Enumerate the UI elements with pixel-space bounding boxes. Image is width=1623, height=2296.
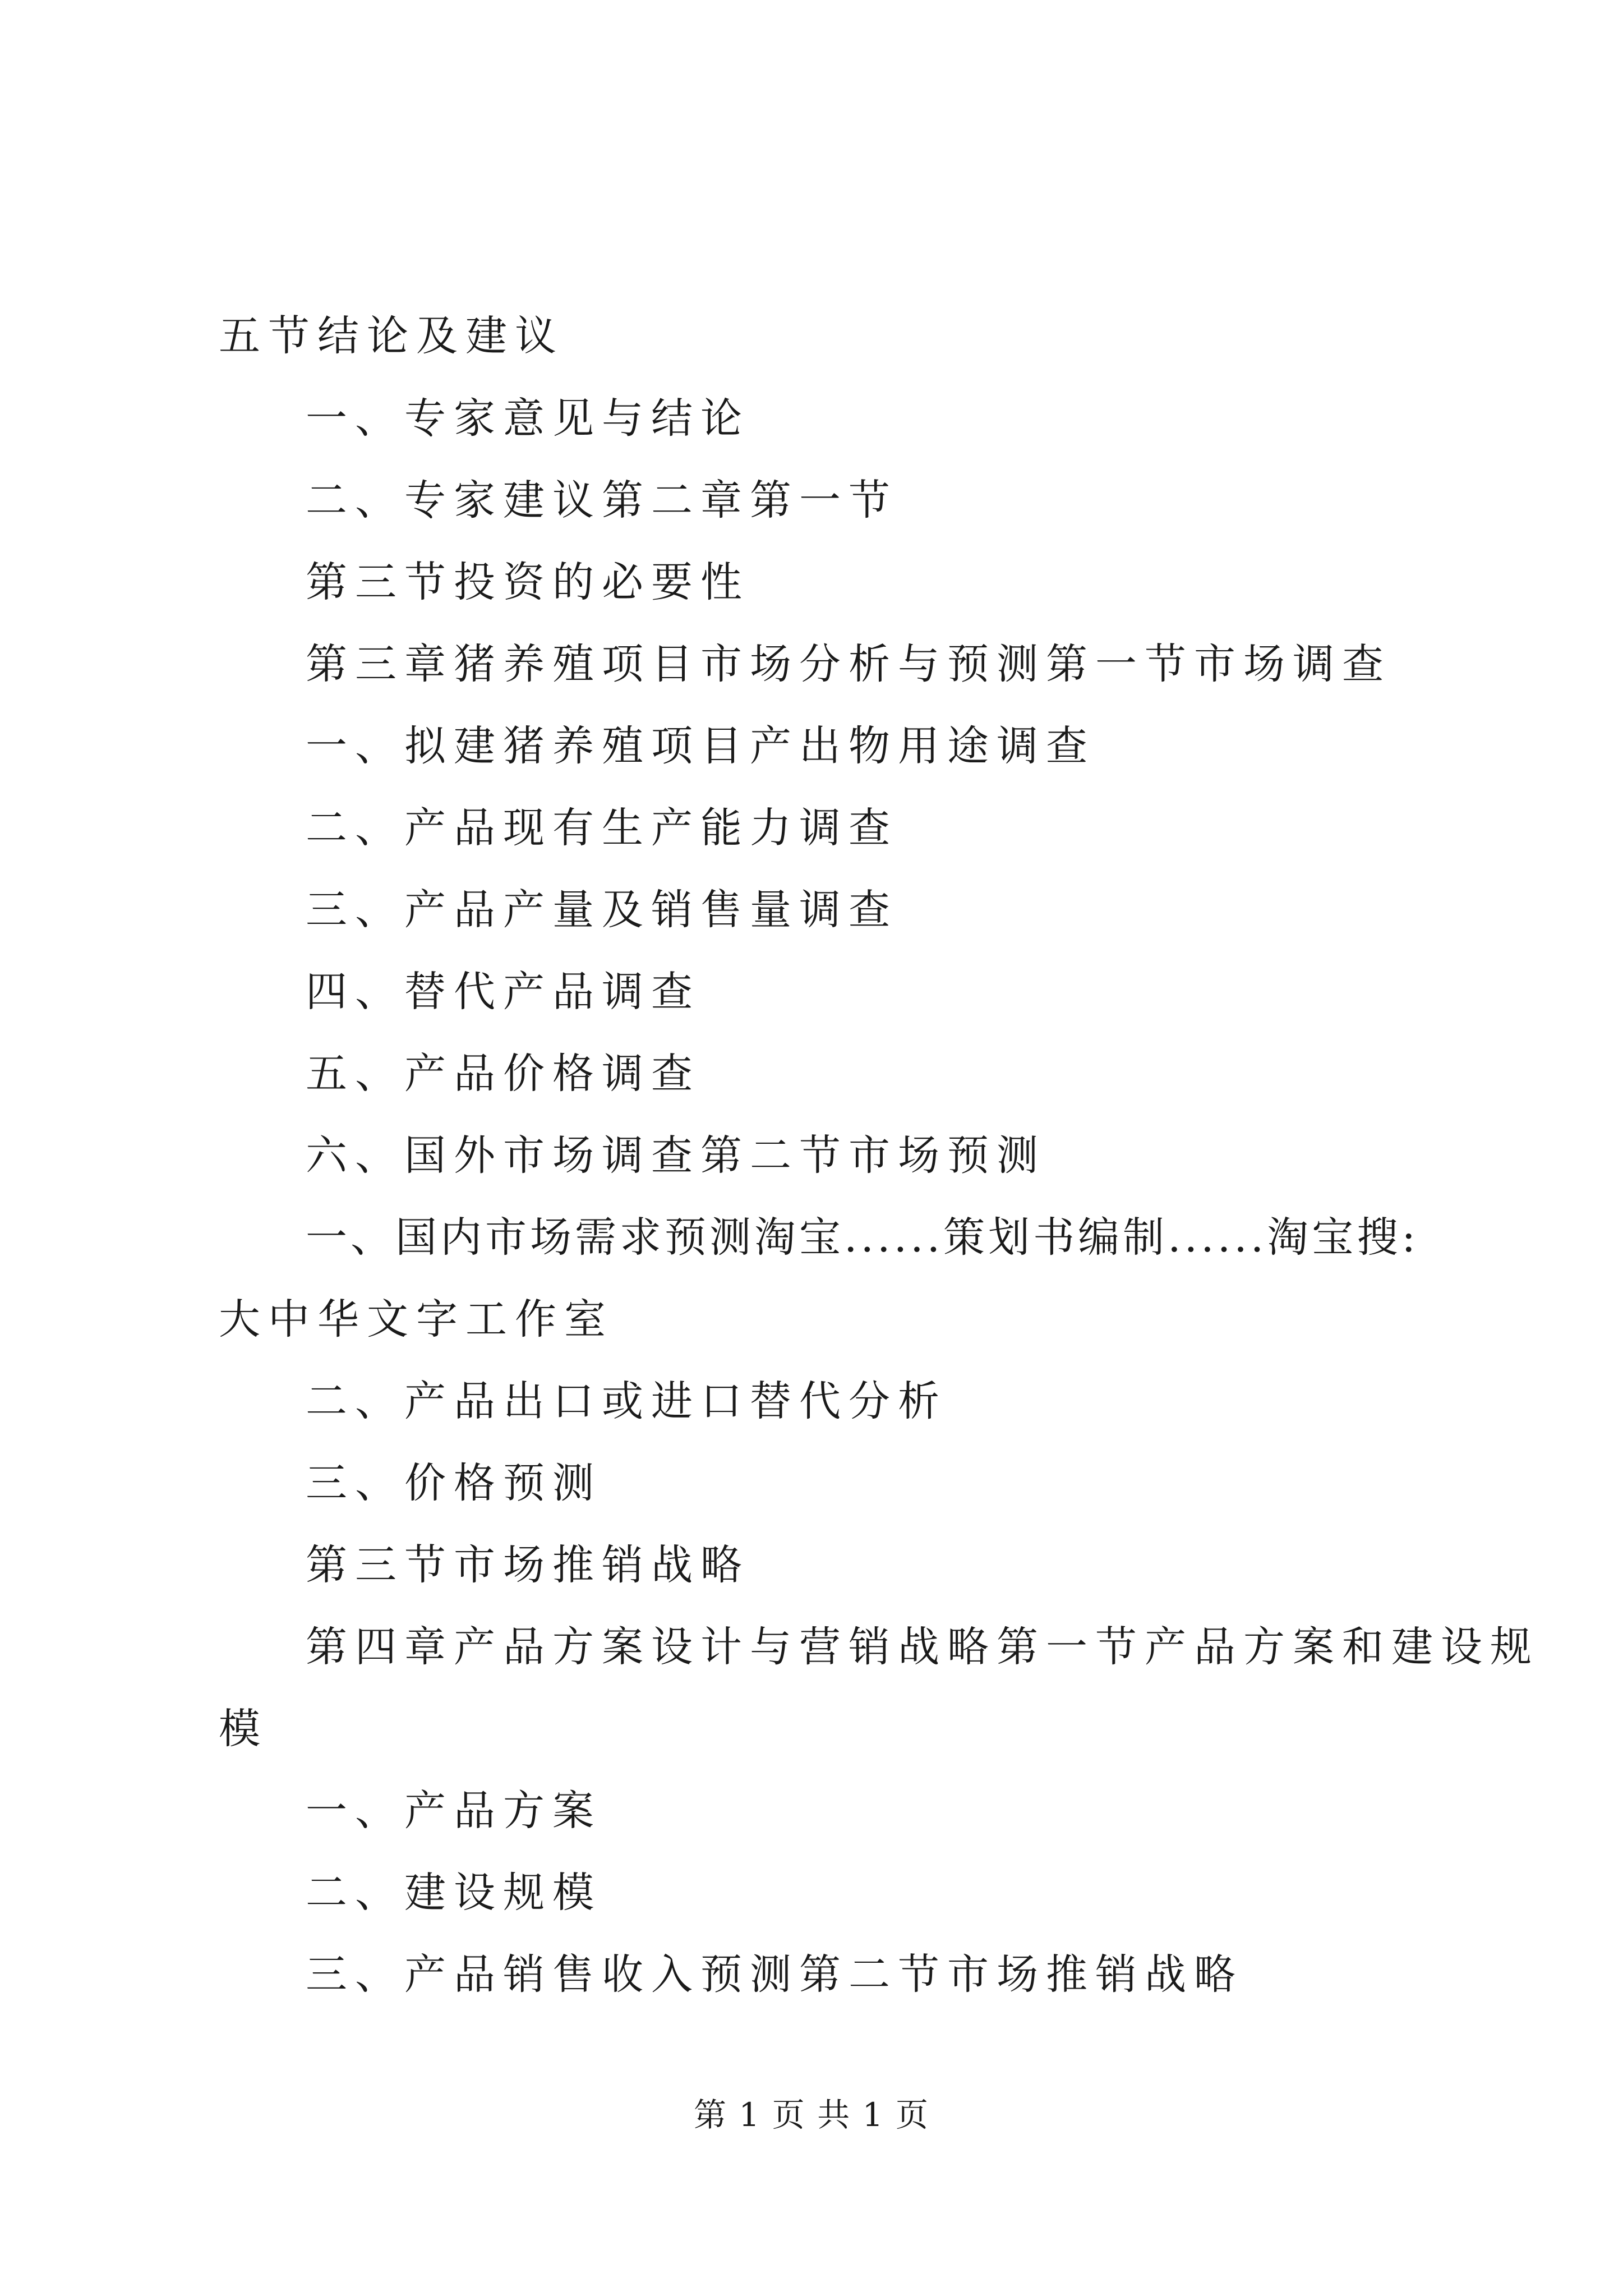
text-line-12: 一、国内市场需求预测淘宝......策划书编制......淘宝搜: [306, 1213, 1419, 1262]
text-line-9: 四、替代产品调查 [306, 968, 700, 1016]
text-line-20: 二、建设规模 [306, 1869, 602, 1917]
text-line-7: 二、产品现有生产能力调查 [306, 804, 898, 852]
text-line-1: 五节结论及建议 [219, 312, 564, 360]
text-line-15: 三、价格预测 [306, 1459, 602, 1507]
text-line-18: 模 [219, 1705, 268, 1753]
text-line-2: 一、专家意见与结论 [306, 394, 750, 443]
text-line-10: 五、产品价格调查 [306, 1050, 700, 1098]
text-line-4: 第三节投资的必要性 [306, 558, 750, 606]
text-line-21: 三、产品销售收入预测第二节市场推销战略 [306, 1950, 1243, 1999]
text-line-6: 一、拟建猪养殖项目产出物用途调查 [306, 722, 1095, 770]
text-line-5: 第三章猪养殖项目市场分析与预测第一节市场调查 [306, 640, 1391, 688]
text-line-11: 六、国外市场调查第二节市场预测 [306, 1131, 1046, 1180]
text-line-17: 第四章产品方案设计与营销战略第一节产品方案和建设规 [306, 1623, 1539, 1671]
text-line-8: 三、产品产量及销售量调查 [306, 886, 898, 934]
text-line-3: 二、专家建议第二章第一节 [306, 476, 898, 524]
text-line-19: 一、产品方案 [306, 1787, 602, 1835]
text-line-16: 第三节市场推销战略 [306, 1541, 750, 1589]
text-line-14: 二、产品出口或进口替代分析 [306, 1377, 947, 1425]
text-line-13: 大中华文字工作室 [219, 1295, 614, 1343]
page-footer: 第 1 页 共 1 页 [694, 2096, 929, 2134]
